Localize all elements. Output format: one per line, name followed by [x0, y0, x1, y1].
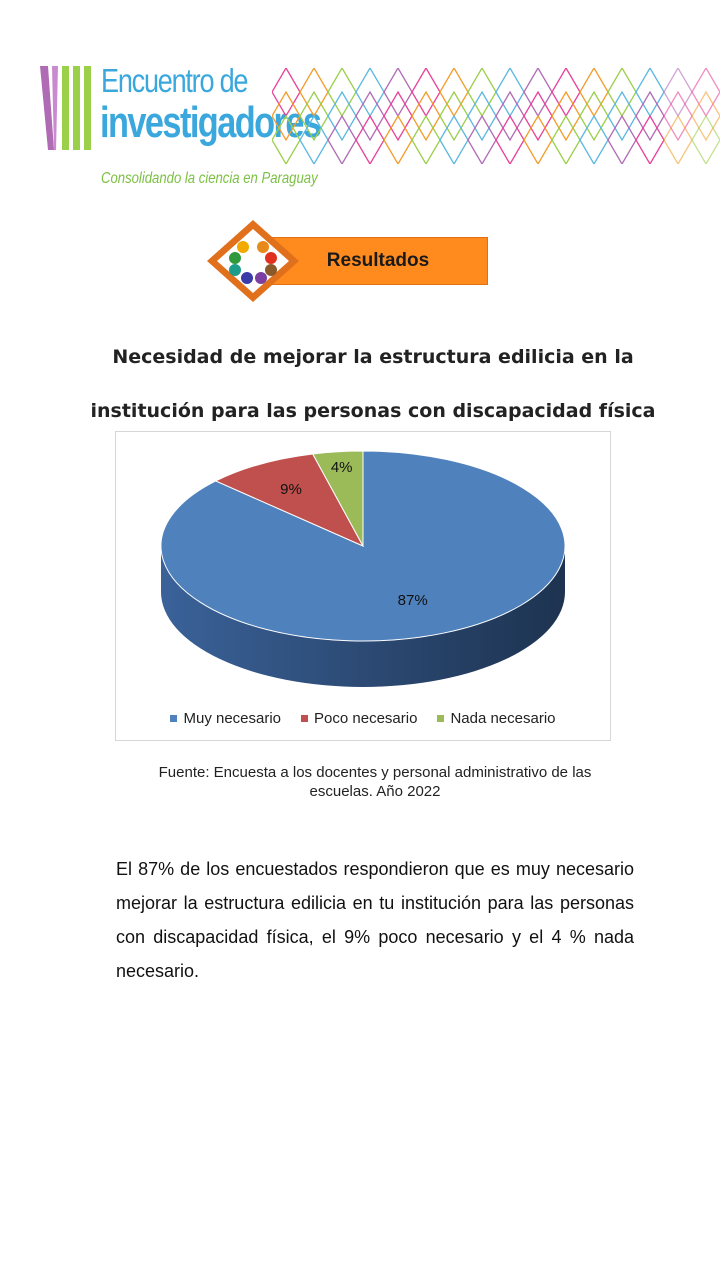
- legend-label: Poco necesario: [314, 709, 418, 727]
- legend-swatch: [301, 715, 308, 722]
- legend-item-muy-necesario: [170, 710, 281, 727]
- pie-chart: [115, 431, 611, 711]
- legend-item-nada-necesario: [437, 710, 555, 727]
- chart-legend: [115, 706, 611, 730]
- logo-numeral-viii: [40, 66, 96, 150]
- legend-swatch: [437, 715, 444, 722]
- results-banner-label: Resultados: [326, 250, 430, 271]
- chart-source: Fuente: Encuesta a los docentes y personal administrativo de las escuelas. Año 2022: [158, 764, 592, 800]
- data-label-muy-necesario: 87%: [397, 592, 428, 610]
- legend-label: Muy necesario: [183, 709, 282, 727]
- legend-item-poco-necesario: [301, 710, 417, 727]
- chart-title: Necesidad de mejorar la estructura edilicia en la institución para las personas con discapacidad física: [90, 346, 656, 422]
- data-label-nada-necesario: 4%: [330, 458, 353, 476]
- summary-paragraph: El 87% de los encuestados respondieron que es muy necesario mejorar la estructura edilicia en tu institución para las personas con discapacidad física, el 9% poco necesario y el 4 % nada necesario.: [116, 859, 634, 981]
- logo-line-investigadores: investigadores: [100, 98, 321, 147]
- results-badge-icon: [205, 218, 301, 304]
- logo-line-encuentro: Encuentro de: [101, 62, 248, 99]
- legend-swatch: [170, 715, 177, 722]
- logo-tagline: Consolidando la ciencia en Paraguay: [101, 170, 318, 187]
- legend-label: Nada necesario: [450, 709, 556, 727]
- decorative-lattice: [272, 68, 720, 164]
- data-label-poco-necesario: 9%: [280, 480, 302, 498]
